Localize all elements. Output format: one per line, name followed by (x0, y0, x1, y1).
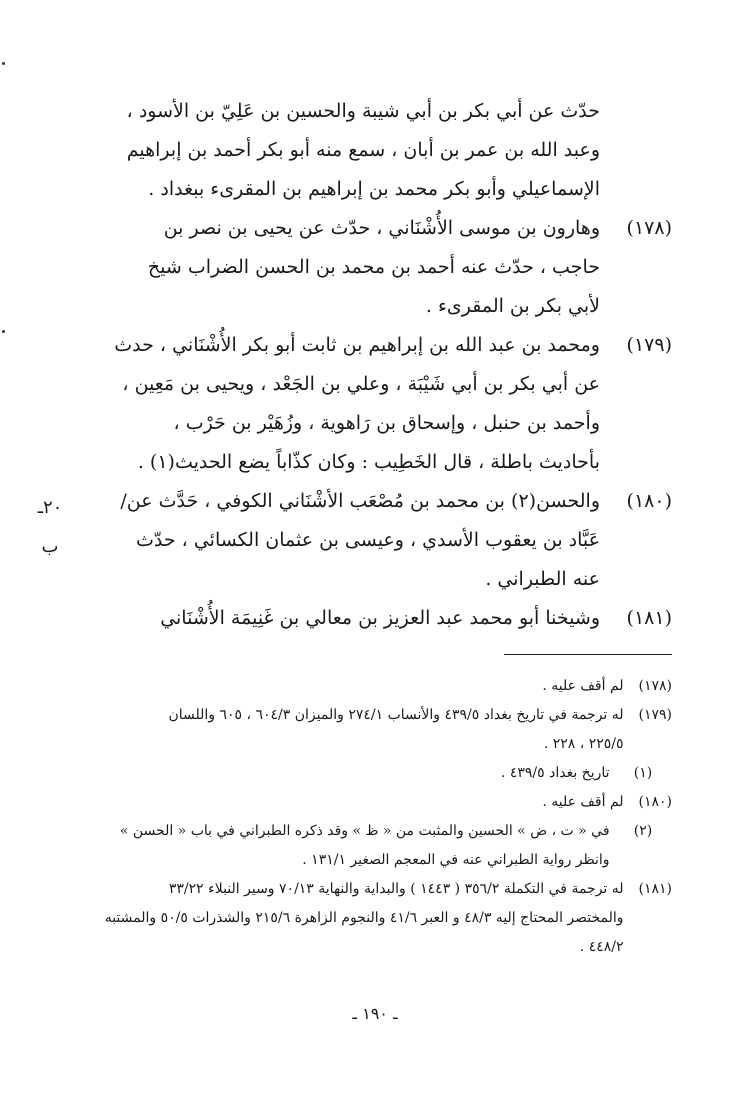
main-text (82, 92, 672, 638)
footnote-line: وانظر رواية الطبراني عنه في المعجم الصغير ١٣١/١ . (302, 852, 610, 868)
text-line: بأحاديث باطلة ، قال الخَطِيب : وكان كذّاباً يضع الحديث(١) . (137, 451, 600, 473)
footnote-note-1: (١) تاريخ بغداد ٤٣٩/٥ . (500, 765, 653, 781)
text-line: حاجب ، حدّث عنه أحمد بن محمد بن الحسن الضراب شيخ (147, 256, 600, 278)
text-line: عنه الطبراني . (485, 568, 600, 590)
entry-number: (١٨١) (626, 607, 672, 629)
footnote-181: (١٨١) له ترجمة في التكملة ٣٥٦/٢ ( ١٤٤٣ ) والبداية والنهاية ٧٠/١٣ وسير النبلاء ٣٣/٢٢ (168, 881, 672, 897)
text-line: عَبَّاد بن يعقوب الأسدي ، وعيسى بن عثمان الكسائي ، حدّث (136, 529, 600, 551)
left-edge-mark-top (2, 62, 5, 65)
text-line: لأبي بكر بن المقرىء . (425, 295, 600, 317)
footnotes (62, 672, 672, 962)
manuscript-folio-note: ٢٠ـ ب (37, 497, 63, 557)
text-line: حدّث عن أبي بكر بن أبي شيبة والحسين بن عَلِيّ بن الأسود ، (126, 100, 600, 122)
entry-181: (١٨١)وشيخنا أبو محمد عبد العزيز بن معالي بن غَنِيمَة الأُشْنَاني (82, 599, 672, 638)
entry-number: (١٨٠) (626, 490, 672, 512)
footnote-line: والمختصر المحتاج إليه ٤٨/٣ و العبر ٤١/٦ والنجوم الزاهرة ٢١٥/٦ والشذرات ٥٠/٥ والمشتبه (104, 910, 624, 926)
text-line: وأحمد بن حنبل ، وإسحاق بن رَاهوية ، وزُهَيْر بن حَرْب ، (173, 412, 600, 434)
entry-180: (١٨٠)والحسن(٢) بن محمد بن مُصْعَب الأشْنَاني الكوفي ، حَدَّث عن/ (82, 482, 672, 521)
footnote-179: (١٧٩) له ترجمة في تاريخ بغداد ٤٣٩/٥ والأنساب ٢٧٤/١ والميزان ٦٠٤/٣ ، ٦٠٥ واللسان (168, 707, 672, 723)
text-line: وعبد الله بن عمر بن أبان ، سمع منه أبو بكر أحمد بن إبراهيم (126, 139, 600, 161)
text-line: الإسماعيلي وأبو بكر محمد بن إبراهيم بن المقرىء ببغداد . (148, 178, 600, 200)
page-number: ـ ١٩٠ ـ (352, 1004, 398, 1023)
left-edge-mark-middle (2, 330, 5, 333)
entry-179: (١٧٩)ومحمد بن عبد الله بن إبراهيم بن ثابت أبو بكر الأُشْنَاني ، حدث (82, 326, 672, 365)
entry-number: (١٧٩) (626, 334, 672, 356)
footnote-divider (504, 654, 672, 655)
footnote-note-2: (٢) في « ت ، ض » الحسين والمثبت من « ظ » وقد ذكره الطبراني في باب « الحسن » (119, 823, 653, 839)
footnote-180: (١٨٠) لم أقف عليه . (542, 794, 672, 810)
footnote-line: ٤٤٨/٢ . (579, 939, 624, 955)
entry-number: (١٧٨) (626, 217, 672, 239)
entry-178: (١٧٨)وهارون بن موسى الأُشْنَاني ، حدّث عن يحيى بن نصر بن (82, 209, 672, 248)
footnote-line: ٢٢٥/٥ ، ٢٢٨ . (543, 736, 624, 752)
text-line: عن أبي بكر بن أبي شَيْبَة ، وعلي بن الجَعْد ، ويحيى بن مَعِين ، (122, 373, 600, 395)
footnote-178: (١٧٨) لم أقف عليه . (542, 678, 672, 694)
